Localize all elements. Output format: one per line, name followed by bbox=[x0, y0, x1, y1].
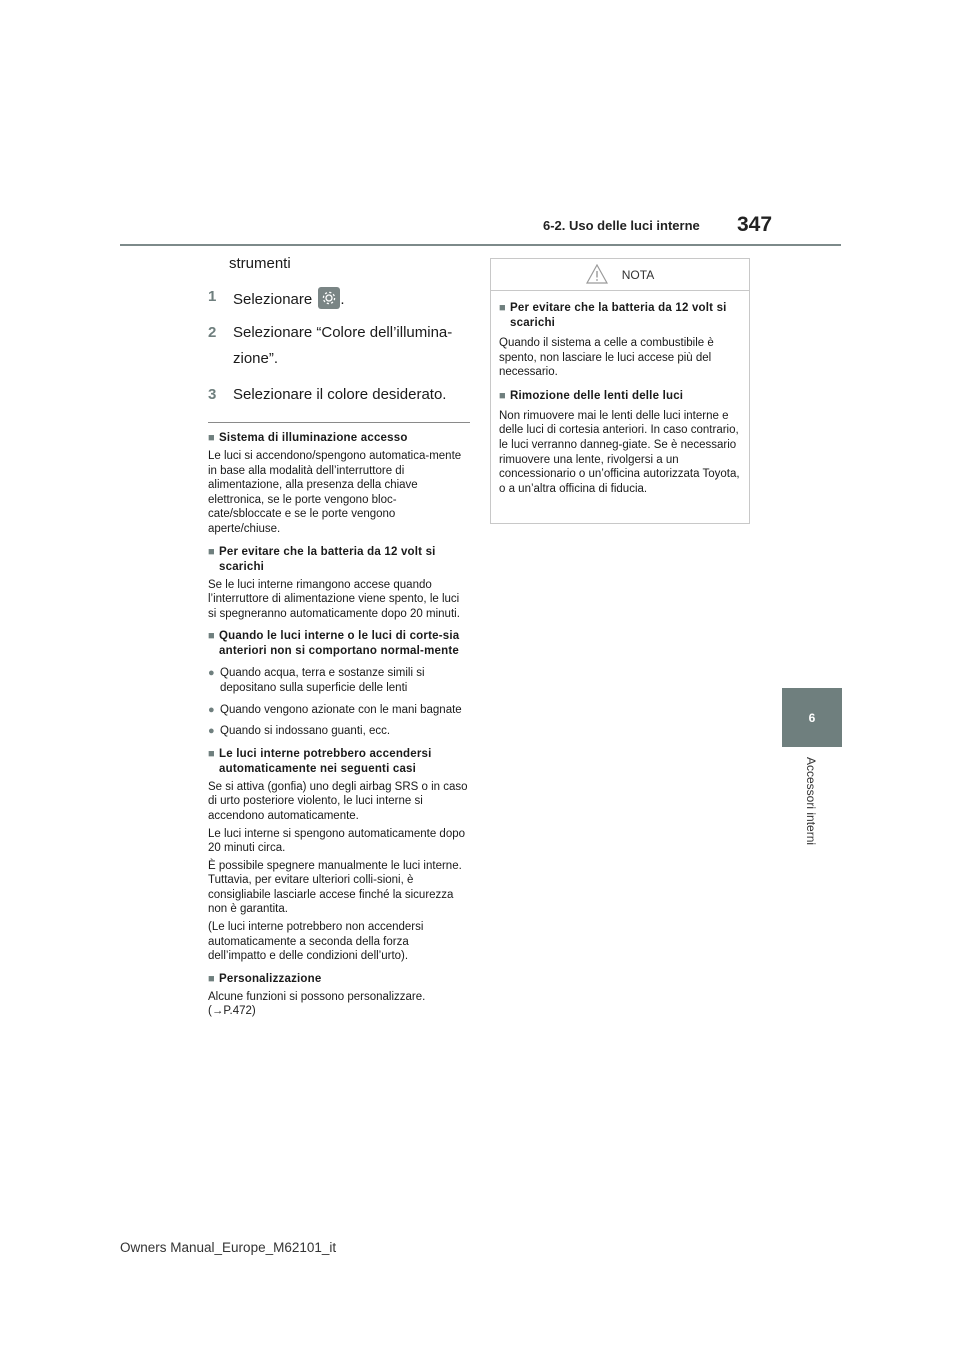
nota-heading-text: Per evitare che la batteria da 12 volt si scarichi bbox=[510, 302, 727, 329]
section-heading-text: Le luci interne potrebbero accendersi automaticamente nei seguenti casi bbox=[219, 747, 432, 775]
list-item-text: Quando acqua, terra e sostanze simili si depositano sulla superficie delle lenti bbox=[220, 667, 425, 694]
step-3 bbox=[208, 385, 470, 405]
chapter-tab[interactable] bbox=[782, 688, 842, 747]
square-bullet-icon: ■ bbox=[208, 630, 215, 643]
square-bullet-icon: ■ bbox=[208, 747, 215, 760]
square-bullet-icon: ■ bbox=[208, 545, 215, 558]
step-text: Selezionare “Colore dell’illumina-zione”. bbox=[233, 324, 453, 367]
square-bullet-icon: ■ bbox=[499, 302, 506, 314]
paragraph: Alcune funzioni si possono personalizzare. (→P.472) bbox=[208, 990, 426, 1018]
nota-box bbox=[490, 258, 750, 524]
nota-header bbox=[491, 259, 749, 291]
gear-icon bbox=[318, 287, 340, 309]
section-title: 6-2. Uso delle luci interne bbox=[543, 218, 700, 233]
chapter-label: Accessori interni bbox=[804, 757, 818, 846]
section-divider bbox=[208, 422, 470, 423]
nota-heading-text: Rimozione delle lenti delle luci bbox=[510, 389, 684, 402]
nota-heading bbox=[499, 301, 741, 331]
nota-title: NOTA bbox=[621, 267, 655, 282]
step-text: Selezionare il colore desiderato. bbox=[233, 386, 447, 403]
step-2 bbox=[208, 323, 470, 372]
square-bullet-icon: ■ bbox=[208, 972, 215, 985]
footer-text: Owners Manual_Europe_M62101_it bbox=[120, 1240, 337, 1255]
section-heading-text: Personalizzazione bbox=[219, 972, 322, 985]
step-text bbox=[233, 287, 470, 310]
circle-bullet-icon: ● bbox=[208, 667, 215, 680]
circle-bullet-icon: ● bbox=[208, 703, 215, 716]
section-heading-text: Sistema di illuminazione accesso bbox=[219, 432, 408, 444]
list-item bbox=[208, 724, 470, 739]
section-heading bbox=[208, 747, 470, 777]
section-heading bbox=[208, 972, 470, 987]
page-number: 347 bbox=[737, 213, 773, 236]
paragraph: Se le luci interne rimangono accese quando l’interruttore di alimentazione viene spento, le luci si spegneranno automaticamente dopo 20 minuti. bbox=[208, 578, 460, 620]
warning-triangle-icon bbox=[586, 264, 608, 287]
paragraph: (Le luci interne potrebbero non accendersi automaticamente a seconda della forza dell’impatto e delle condizioni dell’urto). bbox=[208, 921, 424, 963]
step-number: 3 bbox=[208, 386, 217, 403]
paragraph: Se si attiva (gonfia) uno degli airbag SRS o in caso di urto posteriore violento, le luci interne si accendono automaticamente. bbox=[208, 780, 468, 822]
step-number: 1 bbox=[208, 288, 217, 305]
list-item-text: Quando si indossano guanti, ecc. bbox=[220, 725, 391, 738]
paragraph: Le luci interne si spengono automaticamente dopo 20 minuti circa. bbox=[208, 827, 466, 855]
nota-paragraph: Non rimuovere mai le lenti delle luci interne e delle luci di cortesia anteriori. In caso contrario, le luci verranno danneg-giate. Se è necessario rimuovere una lente, rivolgersi a un concessionario o un’officina autorizzata Toyota, o a un’altra officina di fiducia. bbox=[499, 409, 740, 495]
nota-body bbox=[491, 301, 749, 496]
nota-paragraph: Quando il sistema a celle a combustibile è spento, non lasciare le luci accese più del necessario. bbox=[499, 337, 714, 379]
step-text-before: Selezionare bbox=[233, 291, 313, 308]
main-column bbox=[208, 254, 470, 1019]
step-number: 2 bbox=[208, 324, 217, 341]
paragraph: È possibile spegnere manualmente le luci interne. Tuttavia, per evitare ulteriori colli-sioni, è consigliabile lasciarle accese finché la sicurezza non è garantita. bbox=[208, 859, 462, 916]
header-rule bbox=[120, 244, 841, 246]
circle-bullet-icon: ● bbox=[208, 725, 215, 738]
section-heading bbox=[208, 629, 470, 659]
section-heading-text: Quando le luci interne o le luci di corte-sia anteriori non si comportano normal-mente bbox=[219, 630, 460, 658]
section-heading-text: Per evitare che la batteria da 12 volt si scarichi bbox=[219, 545, 436, 573]
section-heading bbox=[208, 545, 470, 575]
square-bullet-icon: ■ bbox=[499, 389, 506, 402]
paragraph: Le luci si accendono/spengono automatica-mente in base alla modalità dell’interruttore di alimentazione, alla presenza della chiave elettronica, se le porte vengono bloc-cate/sbloccate e se le porte vengono aperte/chiuse. bbox=[208, 450, 462, 535]
nota-heading bbox=[499, 389, 741, 404]
list-item bbox=[208, 703, 470, 718]
chapter-number: 6 bbox=[808, 710, 816, 725]
step-text-after: . bbox=[340, 291, 345, 308]
continued-text: strumenti bbox=[229, 255, 291, 272]
square-bullet-icon: ■ bbox=[208, 432, 215, 444]
step-1 bbox=[208, 287, 470, 310]
list-item bbox=[208, 666, 470, 695]
section-heading bbox=[208, 431, 470, 446]
list-item-text: Quando vengono azionate con le mani bagnate bbox=[220, 703, 462, 716]
